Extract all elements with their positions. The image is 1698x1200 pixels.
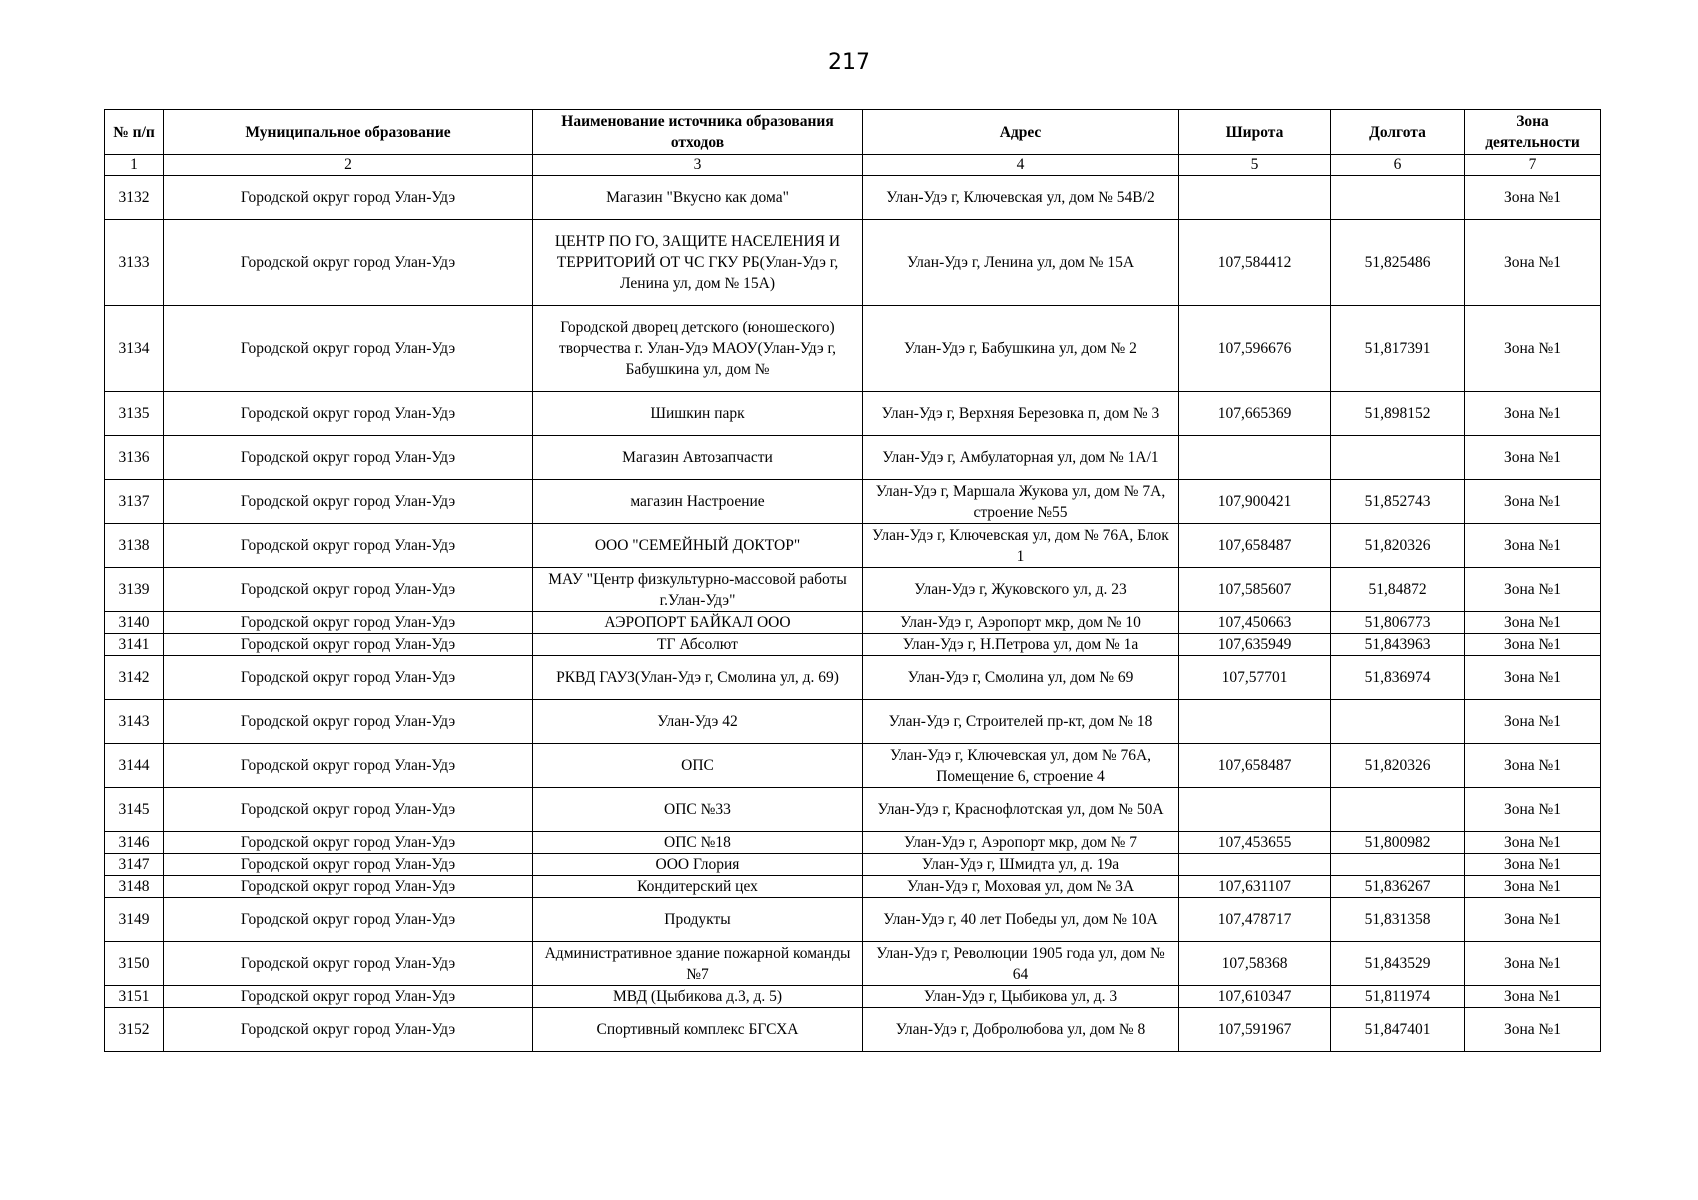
header-latitude: Широта [1179, 110, 1331, 155]
cell-longitude [1331, 700, 1465, 744]
cell-municipality: Городской округ город Улан-Удэ [164, 986, 533, 1008]
column-number: 6 [1331, 155, 1465, 176]
table-row [105, 876, 1601, 898]
cell-activity-zone: Зона №1 [1465, 986, 1601, 1008]
cell-latitude: 107,58368 [1179, 942, 1331, 986]
cell-source-name: Магазин "Вкусно как дома" [533, 176, 863, 220]
cell-activity-zone: Зона №1 [1465, 480, 1601, 524]
cell-longitude: 51,800982 [1331, 832, 1465, 854]
cell-source-name: ОПС №18 [533, 832, 863, 854]
cell-address: Улан-Удэ г, Верхняя Березовка п, дом № 3 [863, 392, 1179, 436]
cell-activity-zone: Зона №1 [1465, 656, 1601, 700]
cell-row-number: 3146 [105, 832, 164, 854]
cell-source-name: МАУ "Центр физкультурно-массовой работы г.Улан-Удэ" [533, 568, 863, 612]
cell-latitude: 107,610347 [1179, 986, 1331, 1008]
cell-municipality: Городской округ город Улан-Удэ [164, 942, 533, 986]
cell-source-name: ООО Глория [533, 854, 863, 876]
table-row [105, 306, 1601, 392]
cell-longitude: 51,847401 [1331, 1008, 1465, 1052]
cell-address: Улан-Удэ г, Ключевская ул, дом № 76А, Блок 1 [863, 524, 1179, 568]
cell-latitude [1179, 176, 1331, 220]
cell-longitude: 51,843529 [1331, 942, 1465, 986]
cell-row-number: 3152 [105, 1008, 164, 1052]
header-row-number: № п/п [105, 110, 164, 155]
cell-row-number: 3147 [105, 854, 164, 876]
table-body [105, 176, 1601, 1052]
cell-source-name: РКВД ГАУЗ(Улан-Удэ г, Смолина ул, д. 69) [533, 656, 863, 700]
cell-longitude: 51,84872 [1331, 568, 1465, 612]
cell-row-number: 3148 [105, 876, 164, 898]
cell-row-number: 3132 [105, 176, 164, 220]
table-row [105, 788, 1601, 832]
page-number: 217 [828, 50, 870, 75]
cell-longitude: 51,836974 [1331, 656, 1465, 700]
column-number: 5 [1179, 155, 1331, 176]
cell-municipality: Городской округ город Улан-Удэ [164, 876, 533, 898]
column-number-row [105, 155, 1601, 176]
cell-row-number: 3138 [105, 524, 164, 568]
cell-municipality: Городской округ город Улан-Удэ [164, 898, 533, 942]
cell-address: Улан-Удэ г, Цыбикова ул, д. 3 [863, 986, 1179, 1008]
table-row [105, 986, 1601, 1008]
table-row [105, 176, 1601, 220]
cell-latitude: 107,450663 [1179, 612, 1331, 634]
cell-row-number: 3151 [105, 986, 164, 1008]
cell-latitude: 107,631107 [1179, 876, 1331, 898]
column-number: 7 [1465, 155, 1601, 176]
cell-activity-zone: Зона №1 [1465, 220, 1601, 306]
cell-longitude: 51,820326 [1331, 524, 1465, 568]
table-row [105, 634, 1601, 656]
table-header-row [105, 110, 1601, 155]
waste-sources-table [104, 109, 1601, 1052]
table-row [105, 854, 1601, 876]
cell-address: Улан-Удэ г, Краснофлотская ул, дом № 50А [863, 788, 1179, 832]
cell-longitude: 51,825486 [1331, 220, 1465, 306]
cell-municipality: Городской округ город Улан-Удэ [164, 634, 533, 656]
cell-row-number: 3136 [105, 436, 164, 480]
cell-municipality: Городской округ город Улан-Удэ [164, 176, 533, 220]
cell-activity-zone: Зона №1 [1465, 524, 1601, 568]
cell-row-number: 3149 [105, 898, 164, 942]
cell-address: Улан-Удэ г, Шмидта ул, д. 19а [863, 854, 1179, 876]
cell-address: Улан-Удэ г, Ленина ул, дом № 15А [863, 220, 1179, 306]
cell-source-name: ЦЕНТР ПО ГО, ЗАЩИТЕ НАСЕЛЕНИЯ И ТЕРРИТОРИЙ ОТ ЧС ГКУ РБ(Улан-Удэ г, Ленина ул, дом № 15А) [533, 220, 863, 306]
cell-municipality: Городской округ город Улан-Удэ [164, 1008, 533, 1052]
cell-source-name: Административное здание пожарной команды №7 [533, 942, 863, 986]
cell-municipality: Городской округ город Улан-Удэ [164, 568, 533, 612]
cell-activity-zone: Зона №1 [1465, 854, 1601, 876]
cell-source-name: магазин Настроение [533, 480, 863, 524]
cell-activity-zone: Зона №1 [1465, 788, 1601, 832]
cell-longitude [1331, 436, 1465, 480]
cell-activity-zone: Зона №1 [1465, 832, 1601, 854]
cell-source-name: ТГ Абсолют [533, 634, 863, 656]
cell-activity-zone: Зона №1 [1465, 700, 1601, 744]
cell-longitude [1331, 788, 1465, 832]
header-address: Адрес [863, 110, 1179, 155]
cell-municipality: Городской округ город Улан-Удэ [164, 480, 533, 524]
cell-latitude: 107,478717 [1179, 898, 1331, 942]
cell-row-number: 3150 [105, 942, 164, 986]
cell-activity-zone: Зона №1 [1465, 1008, 1601, 1052]
cell-municipality: Городской округ город Улан-Удэ [164, 788, 533, 832]
cell-municipality: Городской округ город Улан-Удэ [164, 744, 533, 788]
cell-activity-zone: Зона №1 [1465, 942, 1601, 986]
cell-source-name: Спортивный комплекс БГСХА [533, 1008, 863, 1052]
cell-municipality: Городской округ город Улан-Удэ [164, 700, 533, 744]
cell-source-name: Продукты [533, 898, 863, 942]
cell-latitude: 107,57701 [1179, 656, 1331, 700]
cell-latitude: 107,584412 [1179, 220, 1331, 306]
cell-activity-zone: Зона №1 [1465, 634, 1601, 656]
cell-address: Улан-Удэ г, Ключевская ул, дом № 76А, Помещение 6, строение 4 [863, 744, 1179, 788]
cell-address: Улан-Удэ г, 40 лет Победы ул, дом № 10А [863, 898, 1179, 942]
cell-longitude: 51,836267 [1331, 876, 1465, 898]
cell-longitude: 51,831358 [1331, 898, 1465, 942]
table-row [105, 568, 1601, 612]
cell-source-name: Городской дворец детского (юношеского) творчества г. Улан-Удэ МАОУ(Улан-Удэ г, Бабушкина ул, дом № [533, 306, 863, 392]
cell-address: Улан-Удэ г, Добролюбова ул, дом № 8 [863, 1008, 1179, 1052]
cell-address: Улан-Удэ г, Аэропорт мкр, дом № 10 [863, 612, 1179, 634]
cell-source-name: ООО "СЕМЕЙНЫЙ ДОКТОР" [533, 524, 863, 568]
cell-address: Улан-Удэ г, Ключевская ул, дом № 54В/2 [863, 176, 1179, 220]
cell-longitude: 51,843963 [1331, 634, 1465, 656]
cell-source-name: Кондитерский цех [533, 876, 863, 898]
cell-activity-zone: Зона №1 [1465, 876, 1601, 898]
table-row [105, 220, 1601, 306]
cell-latitude [1179, 788, 1331, 832]
column-number: 2 [164, 155, 533, 176]
table-row [105, 392, 1601, 436]
cell-latitude: 107,635949 [1179, 634, 1331, 656]
cell-municipality: Городской округ город Улан-Удэ [164, 832, 533, 854]
cell-address: Улан-Удэ г, Моховая ул, дом № 3А [863, 876, 1179, 898]
cell-longitude [1331, 854, 1465, 876]
cell-row-number: 3139 [105, 568, 164, 612]
cell-activity-zone: Зона №1 [1465, 744, 1601, 788]
cell-activity-zone: Зона №1 [1465, 568, 1601, 612]
cell-latitude: 107,596676 [1179, 306, 1331, 392]
cell-source-name: АЭРОПОРТ БАЙКАЛ ООО [533, 612, 863, 634]
cell-activity-zone: Зона №1 [1465, 392, 1601, 436]
column-number: 4 [863, 155, 1179, 176]
cell-latitude: 107,900421 [1179, 480, 1331, 524]
cell-row-number: 3134 [105, 306, 164, 392]
cell-address: Улан-Удэ г, Строителей пр-кт, дом № 18 [863, 700, 1179, 744]
cell-address: Улан-Удэ г, Революции 1905 года ул, дом № 64 [863, 942, 1179, 986]
cell-activity-zone: Зона №1 [1465, 306, 1601, 392]
cell-source-name: Шишкин парк [533, 392, 863, 436]
cell-municipality: Городской округ город Улан-Удэ [164, 524, 533, 568]
cell-municipality: Городской округ город Улан-Удэ [164, 656, 533, 700]
table-row [105, 1008, 1601, 1052]
table-row [105, 700, 1601, 744]
header-source-name: Наименование источника образования отходов [533, 110, 863, 155]
cell-latitude: 107,453655 [1179, 832, 1331, 854]
cell-row-number: 3143 [105, 700, 164, 744]
cell-municipality: Городской округ город Улан-Удэ [164, 306, 533, 392]
cell-row-number: 3140 [105, 612, 164, 634]
cell-address: Улан-Удэ г, Жуковского ул, д. 23 [863, 568, 1179, 612]
cell-source-name: ОПС [533, 744, 863, 788]
cell-longitude: 51,852743 [1331, 480, 1465, 524]
cell-longitude [1331, 176, 1465, 220]
header-activity-zone: Зона деятельности [1465, 110, 1601, 155]
table-row [105, 524, 1601, 568]
cell-address: Улан-Удэ г, Н.Петрова ул, дом № 1а [863, 634, 1179, 656]
cell-municipality: Городской округ город Улан-Удэ [164, 854, 533, 876]
cell-row-number: 3137 [105, 480, 164, 524]
cell-municipality: Городской округ город Улан-Удэ [164, 392, 533, 436]
cell-address: Улан-Удэ г, Маршала Жукова ул, дом № 7А, строение №55 [863, 480, 1179, 524]
cell-latitude [1179, 854, 1331, 876]
cell-row-number: 3144 [105, 744, 164, 788]
cell-municipality: Городской округ город Улан-Удэ [164, 612, 533, 634]
cell-row-number: 3135 [105, 392, 164, 436]
cell-latitude: 107,665369 [1179, 392, 1331, 436]
table-row [105, 942, 1601, 986]
cell-row-number: 3141 [105, 634, 164, 656]
cell-longitude: 51,820326 [1331, 744, 1465, 788]
cell-address: Улан-Удэ г, Аэропорт мкр, дом № 7 [863, 832, 1179, 854]
cell-latitude [1179, 436, 1331, 480]
cell-latitude [1179, 700, 1331, 744]
cell-row-number: 3142 [105, 656, 164, 700]
cell-longitude: 51,817391 [1331, 306, 1465, 392]
cell-municipality: Городской округ город Улан-Удэ [164, 220, 533, 306]
table-row [105, 436, 1601, 480]
column-number: 3 [533, 155, 863, 176]
cell-address: Улан-Удэ г, Амбулаторная ул, дом № 1А/1 [863, 436, 1179, 480]
cell-latitude: 107,658487 [1179, 524, 1331, 568]
table-row [105, 656, 1601, 700]
table-row [105, 480, 1601, 524]
cell-source-name: Магазин Автозапчасти [533, 436, 863, 480]
column-number: 1 [105, 155, 164, 176]
cell-row-number: 3145 [105, 788, 164, 832]
cell-source-name: Улан-Удэ 42 [533, 700, 863, 744]
cell-address: Улан-Удэ г, Бабушкина ул, дом № 2 [863, 306, 1179, 392]
cell-activity-zone: Зона №1 [1465, 612, 1601, 634]
cell-activity-zone: Зона №1 [1465, 176, 1601, 220]
cell-address: Улан-Удэ г, Смолина ул, дом № 69 [863, 656, 1179, 700]
table-row [105, 832, 1601, 854]
cell-longitude: 51,898152 [1331, 392, 1465, 436]
cell-activity-zone: Зона №1 [1465, 898, 1601, 942]
cell-activity-zone: Зона №1 [1465, 436, 1601, 480]
cell-latitude: 107,585607 [1179, 568, 1331, 612]
table-row [105, 612, 1601, 634]
cell-longitude: 51,811974 [1331, 986, 1465, 1008]
cell-municipality: Городской округ город Улан-Удэ [164, 436, 533, 480]
cell-source-name: МВД (Цыбикова д.3, д. 5) [533, 986, 863, 1008]
cell-row-number: 3133 [105, 220, 164, 306]
header-municipality: Муниципальное образование [164, 110, 533, 155]
header-longitude: Долгота [1331, 110, 1465, 155]
table-row [105, 744, 1601, 788]
cell-latitude: 107,591967 [1179, 1008, 1331, 1052]
table-row [105, 898, 1601, 942]
cell-latitude: 107,658487 [1179, 744, 1331, 788]
cell-longitude: 51,806773 [1331, 612, 1465, 634]
cell-source-name: ОПС №33 [533, 788, 863, 832]
